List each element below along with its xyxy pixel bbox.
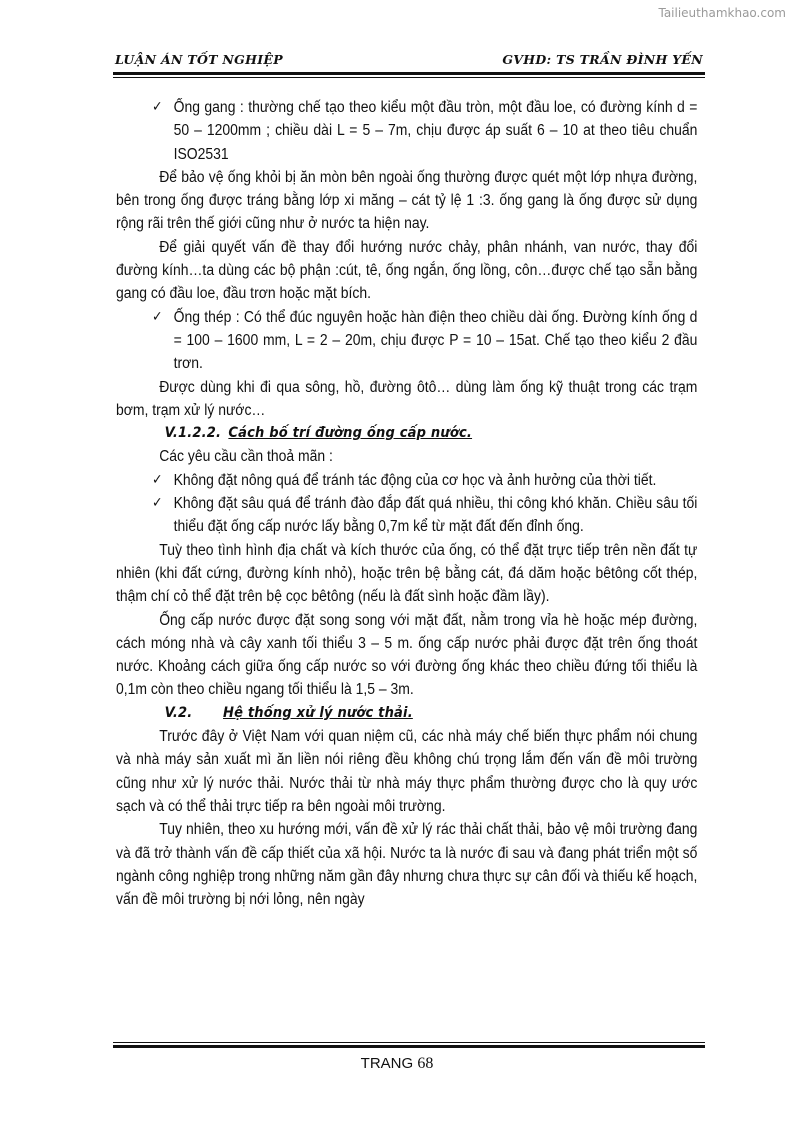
paragraph: Trước đây ở Việt Nam với quan niệm cũ, các nhà máy chế biến thực phẩm nói chung và nhà máy sản xuất mì ăn liền nói riêng đều không chú trọng lắm đến vấn đề môi trường cũng như xử lý nước thải. Nước thải từ nhà máy thực phẩm thường được cho là quy ước sạch và có thể thải trực tiếp ra bên ngoài môi trường. [116, 728, 698, 815]
checkmark-icon: ✓ [152, 308, 163, 325]
section-title: Hệ thống xử lý nước thải. [222, 704, 413, 721]
paragraph: Tuy nhiên, theo xu hướng mới, vấn đề xử lý rác thải chất thải, bảo vệ môi trường đang và đã trở thành vấn đề cấp thiết của xã hội. Nước ta là nước đi sau và đang phát triển một số ngành công nghiệp trong những năm gần đây nhưng chưa thực sự cân đối và thiếu kế hoạch, vấn đề môi trường bị nới lỏng, nên ngày [116, 821, 698, 909]
watermark: Tailieuthamkhao.com [658, 6, 786, 20]
page-label: TRANG [360, 1055, 414, 1072]
section-number: V.1.2.2. [164, 425, 222, 442]
checkmark-icon: ✓ [152, 471, 163, 488]
page-content [116, 96, 697, 911]
bullet-text: Không đặt nông quá để tránh tác động của cơ học và ảnh hưởng của thời tiết. [173, 471, 657, 489]
header-rule [113, 72, 705, 78]
bullet-steel-pipe [116, 306, 697, 376]
bullet-requirement [116, 469, 697, 492]
checkmark-icon: ✓ [152, 99, 163, 115]
section-number: V.2. [164, 704, 193, 721]
bullet-requirement [116, 492, 697, 539]
bullet-cast-iron-pipe [116, 96, 697, 166]
checkmark-icon: ✓ [152, 495, 163, 512]
bullet-text: Không đặt sâu quá để tránh đào đắp đất quá nhiều, thi công khó khăn. Chiều sâu tối thiểu đặt ống cấp nước lấy bằng 0,7m kể từ mặt đất đến đỉnh ống. [173, 495, 698, 536]
section-heading [116, 702, 697, 725]
section-heading [116, 422, 697, 445]
header-advisor: GVHD: TS TRẦN ĐÌNH YẾN [502, 52, 703, 67]
section-title: Cách bố trí đường ống cấp nước. [228, 425, 473, 442]
page-footer [0, 1055, 794, 1073]
page-number: 68 [417, 1055, 434, 1072]
paragraph: Để giải quyết vấn đề thay đổi hướng nước chảy, phân nhánh, van nước, thay đổi đường kính…ta dùng các bộ phận :cút, tê, ống ngắn, ống lồng, côn…được chế tạo sẵn bằng gang có đầu loe, đầu trơn hoặc mặt bích. [116, 238, 698, 303]
header-title: LUẬN ÁN TỐT NGHIỆP [115, 52, 283, 67]
footer-rule [113, 1042, 705, 1048]
bullet-text: Ống thép : Có thể đúc nguyên hoặc hàn điện theo chiều dài ống. Đường kính ống d = 100 – 1600 mm, L = 2 – 20m, chịu được P = 10 – 15at. Chế tạo theo kiểu 2 đầu trơn. [173, 308, 698, 373]
paragraph: Các yêu cầu cần thoả mãn : [159, 448, 333, 466]
paragraph: Tuỳ theo tình hình địa chất và kích thước của ống, có thể đặt trực tiếp trên nền đất tự nhiên (khi đất cứng, đường kính nhỏ), hoặc trên bệ bằng cát, đá dăm hoặc bêtông cốt thép, thậm chí cỏ thể đặt trên bệ cọc bêtông (nếu là đất sình hoặc đầm lầy). [116, 541, 698, 606]
page-header [113, 52, 703, 72]
paragraph: Được dùng khi đi qua sông, hồ, đường ôtô… dùng làm ống kỹ thuật trong các trạm bơm, trạm xử lý nước… [116, 378, 698, 419]
paragraph: Để bảo vệ ống khỏi bị ăn mòn bên ngoài ống thường được quét một lớp nhựa đường, bên trong ống được tráng bằng lớp xi măng – cát tỷ lệ 1 :3. ống gang là ống được sử dụng rộng rãi trên thế giới cũng như ở nước ta hiện nay. [116, 168, 698, 233]
paragraph: Ống cấp nước được đặt song song với mặt đất, nằm trong vỉa hè hoặc mép đường, cách móng nhà và cây xanh tối thiểu 3 – 5 m. ống cấp nước phải được đặt trên ống thoát nước. Khoảng cách giữa ống cấp nước so với đường ống khác theo chiều đứng tối thiểu là 0,1m còn theo chiều ngang tối thiểu là 1,5 – 3m. [116, 611, 698, 699]
bullet-text: Ống gang : thường chế tạo theo kiểu một đầu tròn, một đầu loe, có đường kính d = 50 – 1200mm ; chiều dài L = 5 – 7m, chịu được áp suất 6 – 10 at theo tiêu chuẩn ISO2531 [173, 99, 698, 163]
